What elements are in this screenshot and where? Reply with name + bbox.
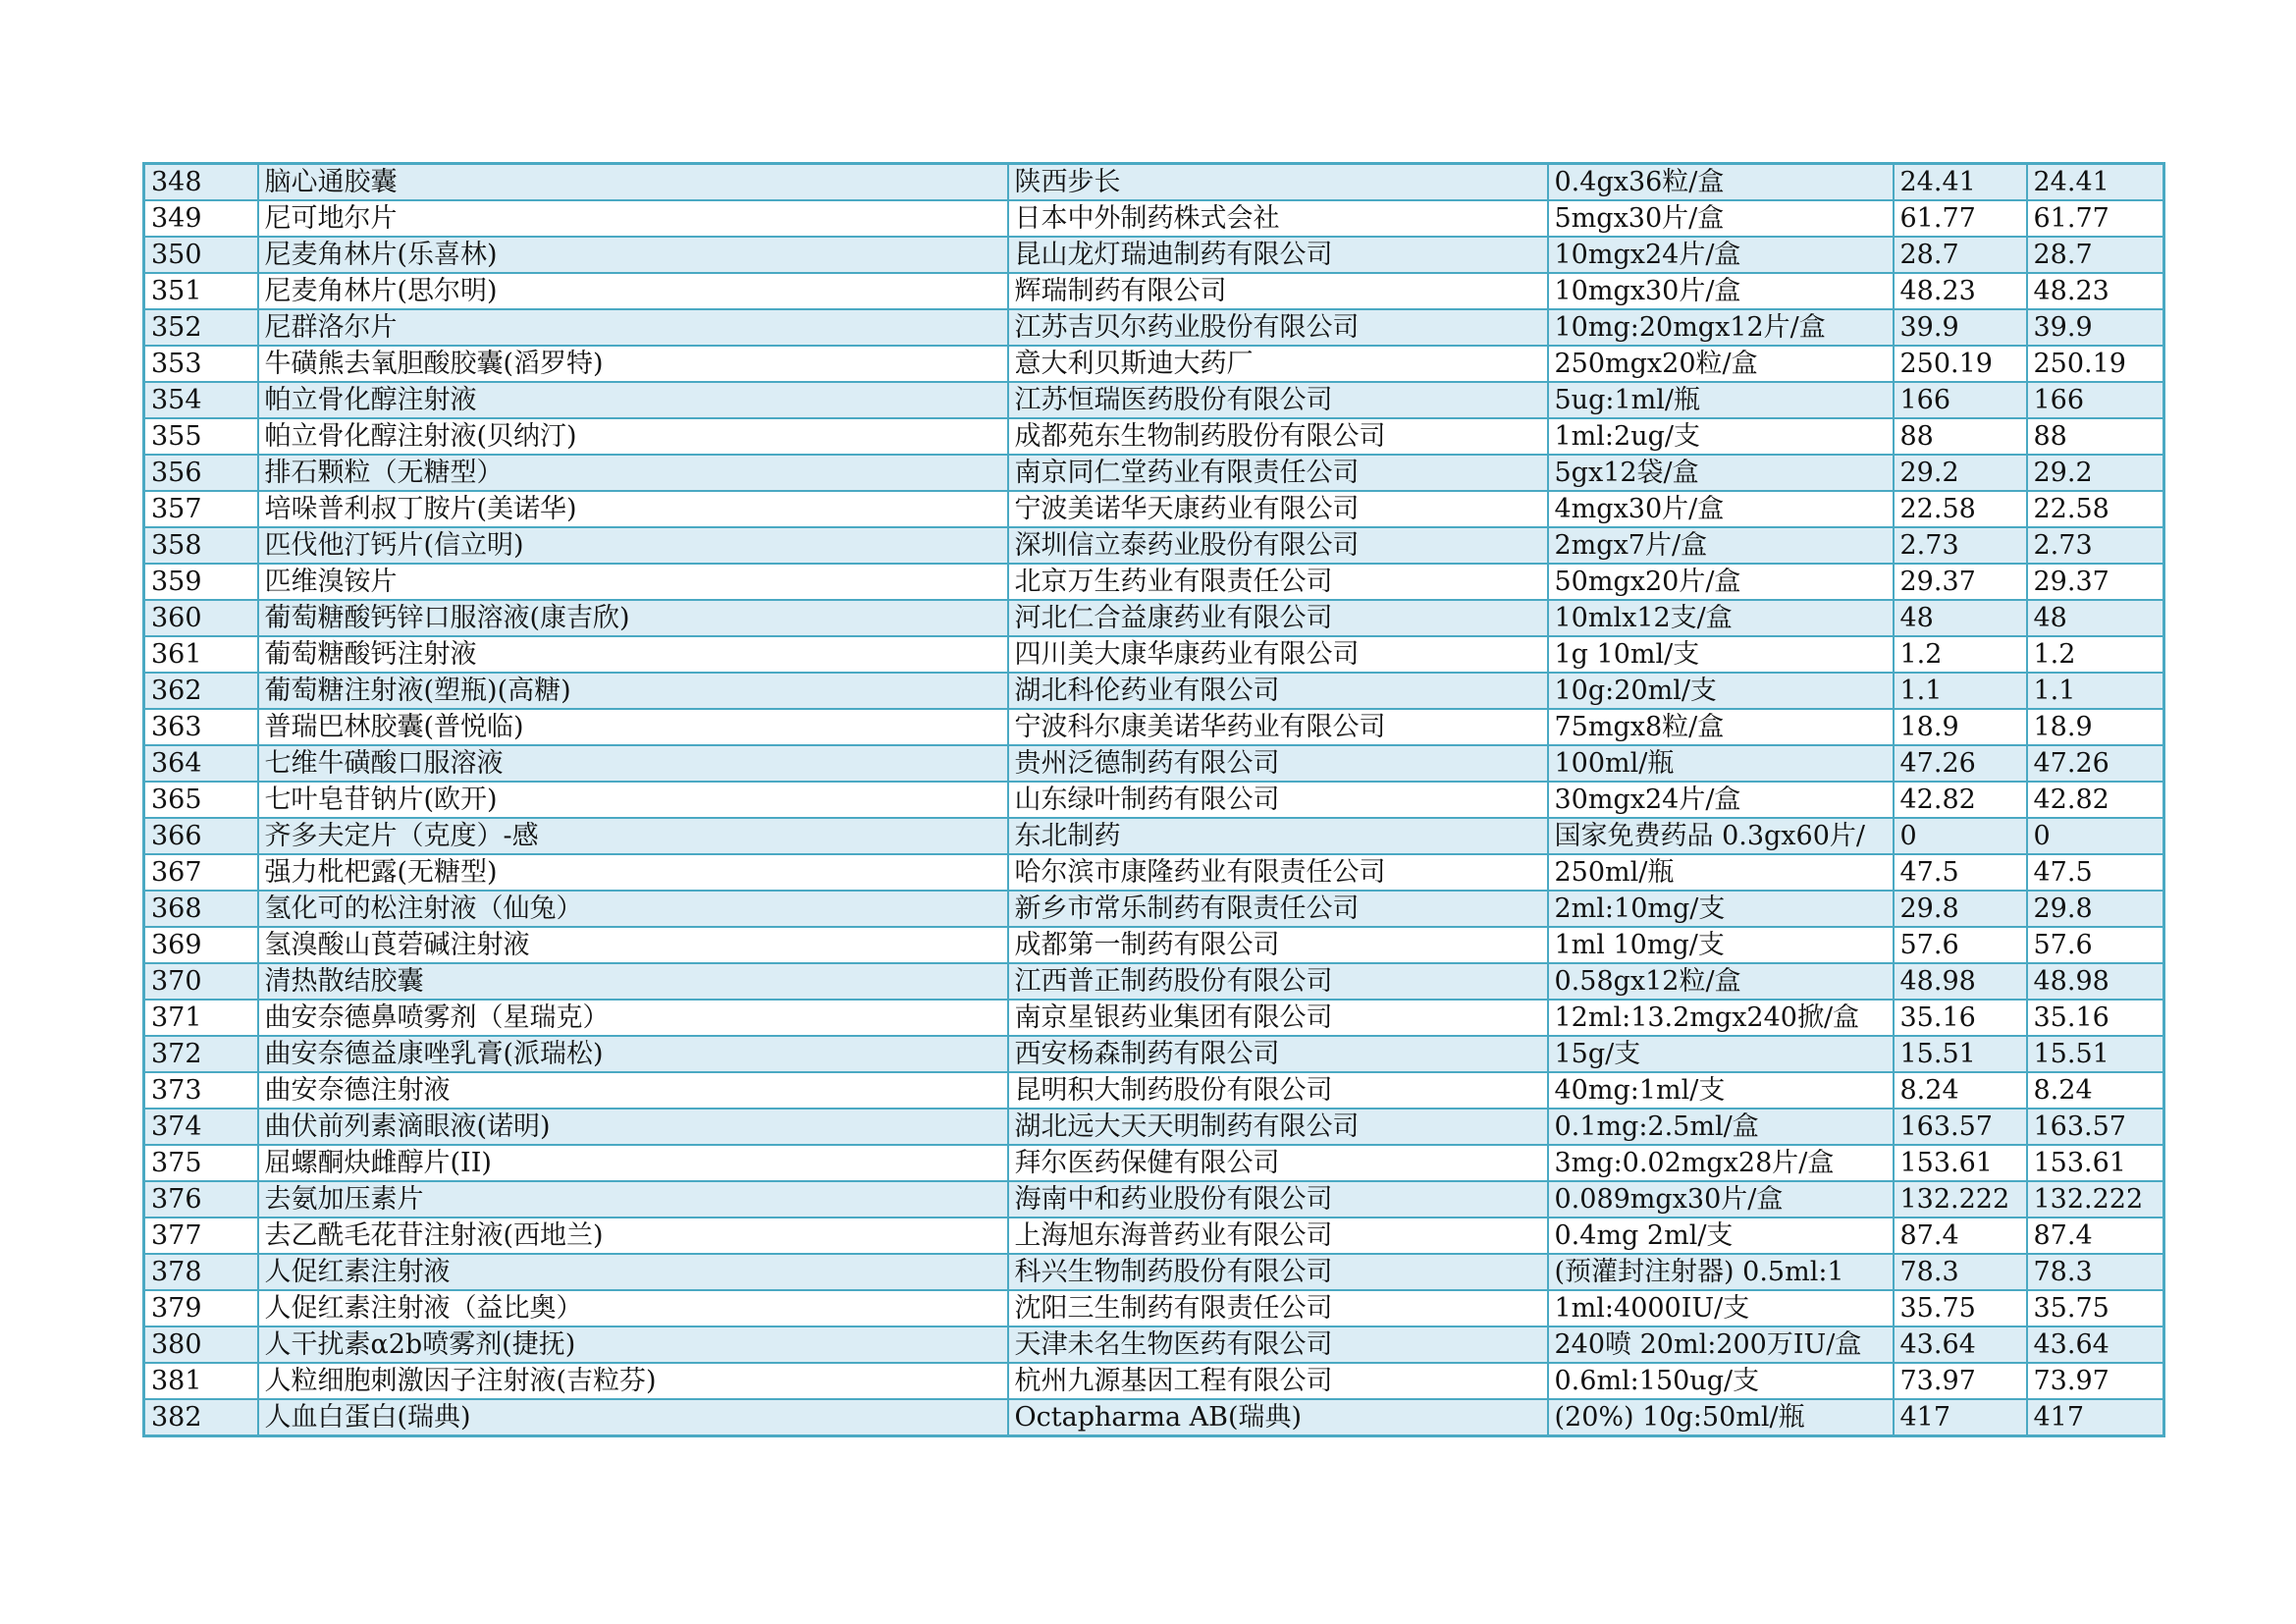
- table-row: [144, 200, 2164, 237]
- retail-price-cell: 250.19: [2027, 346, 2164, 382]
- retail-price-cell: 29.2: [2027, 455, 2164, 491]
- drug-name-cell: 清热散结胶囊: [258, 963, 1008, 1000]
- table-row: [144, 854, 2164, 891]
- specification-cell: 1g 10ml/支: [1548, 636, 1894, 673]
- retail-price-cell: 153.61: [2027, 1145, 2164, 1181]
- retail-price-cell: 73.97: [2027, 1363, 2164, 1399]
- specification-cell: (预灌封注射器) 0.5ml:1: [1548, 1254, 1894, 1290]
- table-body: [144, 164, 2164, 1436]
- retail-price-cell: 22.58: [2027, 491, 2164, 527]
- retail-price-cell: 35.16: [2027, 1000, 2164, 1036]
- row-number-cell: 348: [144, 164, 258, 201]
- specification-cell: 240喷 20ml:200万IU/盒: [1548, 1326, 1894, 1363]
- price-cell: 250.19: [1894, 346, 2027, 382]
- row-number-cell: 365: [144, 782, 258, 818]
- specification-cell: (20%) 10g:50ml/瓶: [1548, 1399, 1894, 1436]
- specification-cell: 3mg:0.02mgx28片/盒: [1548, 1145, 1894, 1181]
- price-cell: 24.41: [1894, 164, 2027, 201]
- row-number-cell: 362: [144, 673, 258, 709]
- retail-price-cell: 2.73: [2027, 527, 2164, 564]
- price-cell: 29.2: [1894, 455, 2027, 491]
- manufacturer-cell: 海南中和药业股份有限公司: [1008, 1181, 1548, 1218]
- row-number-cell: 375: [144, 1145, 258, 1181]
- drug-name-cell: 人血白蛋白(瑞典): [258, 1399, 1008, 1436]
- retail-price-cell: 61.77: [2027, 200, 2164, 237]
- drug-name-cell: 尼群洛尔片: [258, 309, 1008, 346]
- manufacturer-cell: 哈尔滨市康隆药业有限责任公司: [1008, 854, 1548, 891]
- retail-price-cell: 163.57: [2027, 1109, 2164, 1145]
- retail-price-cell: 8.24: [2027, 1072, 2164, 1109]
- table-row: [144, 891, 2164, 927]
- manufacturer-cell: 科兴生物制药股份有限公司: [1008, 1254, 1548, 1290]
- manufacturer-cell: 意大利贝斯迪大药厂: [1008, 346, 1548, 382]
- manufacturer-cell: 辉瑞制药有限公司: [1008, 273, 1548, 309]
- table-row: [144, 636, 2164, 673]
- specification-cell: 1ml 10mg/支: [1548, 927, 1894, 963]
- row-number-cell: 367: [144, 854, 258, 891]
- table-row: [144, 237, 2164, 273]
- specification-cell: 0.4mg 2ml/支: [1548, 1218, 1894, 1254]
- specification-cell: 4mgx30片/盒: [1548, 491, 1894, 527]
- price-cell: 61.77: [1894, 200, 2027, 237]
- specification-cell: 250ml/瓶: [1548, 854, 1894, 891]
- table-row: [144, 927, 2164, 963]
- price-cell: 35.16: [1894, 1000, 2027, 1036]
- row-number-cell: 378: [144, 1254, 258, 1290]
- manufacturer-cell: 杭州九源基因工程有限公司: [1008, 1363, 1548, 1399]
- manufacturer-cell: 上海旭东海普药业有限公司: [1008, 1218, 1548, 1254]
- manufacturer-cell: 湖北远大天天明制药有限公司: [1008, 1109, 1548, 1145]
- manufacturer-cell: 湖北科伦药业有限公司: [1008, 673, 1548, 709]
- drug-name-cell: 尼麦角林片(乐喜林): [258, 237, 1008, 273]
- drug-name-cell: 葡萄糖酸钙锌口服溶液(康吉欣): [258, 600, 1008, 636]
- specification-cell: 0.089mgx30片/盒: [1548, 1181, 1894, 1218]
- retail-price-cell: 15.51: [2027, 1036, 2164, 1072]
- retail-price-cell: 132.222: [2027, 1181, 2164, 1218]
- specification-cell: 2ml:10mg/支: [1548, 891, 1894, 927]
- drug-name-cell: 普瑞巴林胶囊(普悦临): [258, 709, 1008, 745]
- manufacturer-cell: 南京星银药业集团有限公司: [1008, 1000, 1548, 1036]
- row-number-cell: 349: [144, 200, 258, 237]
- table-row: [144, 382, 2164, 418]
- manufacturer-cell: 山东绿叶制药有限公司: [1008, 782, 1548, 818]
- retail-price-cell: 48.23: [2027, 273, 2164, 309]
- specification-cell: 5mgx30片/盒: [1548, 200, 1894, 237]
- row-number-cell: 372: [144, 1036, 258, 1072]
- row-number-cell: 381: [144, 1363, 258, 1399]
- specification-cell: 10g:20ml/支: [1548, 673, 1894, 709]
- price-cell: 8.24: [1894, 1072, 2027, 1109]
- retail-price-cell: 48: [2027, 600, 2164, 636]
- row-number-cell: 373: [144, 1072, 258, 1109]
- row-number-cell: 353: [144, 346, 258, 382]
- manufacturer-cell: Octapharma AB(瑞典): [1008, 1399, 1548, 1436]
- drug-name-cell: 人促红素注射液: [258, 1254, 1008, 1290]
- table-row: [144, 273, 2164, 309]
- table-row: [144, 1218, 2164, 1254]
- specification-cell: 0.58gx12粒/盒: [1548, 963, 1894, 1000]
- manufacturer-cell: 江苏恒瑞医药股份有限公司: [1008, 382, 1548, 418]
- retail-price-cell: 43.64: [2027, 1326, 2164, 1363]
- table-row: [144, 455, 2164, 491]
- drug-name-cell: 曲安奈德注射液: [258, 1072, 1008, 1109]
- table-row: [144, 1036, 2164, 1072]
- table-row: [144, 1000, 2164, 1036]
- table-row: [144, 1181, 2164, 1218]
- retail-price-cell: 417: [2027, 1399, 2164, 1436]
- price-cell: 1.2: [1894, 636, 2027, 673]
- row-number-cell: 371: [144, 1000, 258, 1036]
- row-number-cell: 364: [144, 745, 258, 782]
- specification-cell: 10mgx24片/盒: [1548, 237, 1894, 273]
- specification-cell: 0.4gx36粒/盒: [1548, 164, 1894, 201]
- manufacturer-cell: 成都第一制药有限公司: [1008, 927, 1548, 963]
- row-number-cell: 359: [144, 564, 258, 600]
- manufacturer-cell: 宁波美诺华天康药业有限公司: [1008, 491, 1548, 527]
- price-cell: 47.5: [1894, 854, 2027, 891]
- price-cell: 15.51: [1894, 1036, 2027, 1072]
- specification-cell: 15g/支: [1548, 1036, 1894, 1072]
- table-row: [144, 709, 2164, 745]
- manufacturer-cell: 东北制药: [1008, 818, 1548, 854]
- price-cell: 39.9: [1894, 309, 2027, 346]
- drug-name-cell: 帕立骨化醇注射液: [258, 382, 1008, 418]
- table-row: [144, 1363, 2164, 1399]
- price-cell: 88: [1894, 418, 2027, 455]
- row-number-cell: 374: [144, 1109, 258, 1145]
- table-row: [144, 1072, 2164, 1109]
- drug-name-cell: 牛磺熊去氧胆酸胶囊(滔罗特): [258, 346, 1008, 382]
- drug-name-cell: 尼可地尔片: [258, 200, 1008, 237]
- price-cell: 22.58: [1894, 491, 2027, 527]
- specification-cell: 2mgx7片/盒: [1548, 527, 1894, 564]
- row-number-cell: 368: [144, 891, 258, 927]
- specification-cell: 75mgx8粒/盒: [1548, 709, 1894, 745]
- specification-cell: 10mlx12支/盒: [1548, 600, 1894, 636]
- drug-name-cell: 人粒细胞刺激因子注射液(吉粒芬): [258, 1363, 1008, 1399]
- drug-name-cell: 帕立骨化醇注射液(贝纳汀): [258, 418, 1008, 455]
- drug-name-cell: 曲安奈德益康唑乳膏(派瑞松): [258, 1036, 1008, 1072]
- row-number-cell: 357: [144, 491, 258, 527]
- drug-name-cell: 曲安奈德鼻喷雾剂（星瑞克）: [258, 1000, 1008, 1036]
- manufacturer-cell: 成都苑东生物制药股份有限公司: [1008, 418, 1548, 455]
- specification-cell: 12ml:13.2mgx240掀/盒: [1548, 1000, 1894, 1036]
- table-row: [144, 673, 2164, 709]
- retail-price-cell: 0: [2027, 818, 2164, 854]
- drug-name-cell: 匹伐他汀钙片(信立明): [258, 527, 1008, 564]
- price-cell: 42.82: [1894, 782, 2027, 818]
- table-row: [144, 600, 2164, 636]
- price-cell: 18.9: [1894, 709, 2027, 745]
- table-row: [144, 1290, 2164, 1326]
- row-number-cell: 356: [144, 455, 258, 491]
- price-cell: 2.73: [1894, 527, 2027, 564]
- manufacturer-cell: 江西普正制药股份有限公司: [1008, 963, 1548, 1000]
- manufacturer-cell: 江苏吉贝尔药业股份有限公司: [1008, 309, 1548, 346]
- price-cell: 29.37: [1894, 564, 2027, 600]
- retail-price-cell: 166: [2027, 382, 2164, 418]
- specification-cell: 30mgx24片/盒: [1548, 782, 1894, 818]
- specification-cell: 1ml:4000IU/支: [1548, 1290, 1894, 1326]
- row-number-cell: 369: [144, 927, 258, 963]
- drug-price-table: [142, 162, 2165, 1437]
- manufacturer-cell: 宁波科尔康美诺华药业有限公司: [1008, 709, 1548, 745]
- row-number-cell: 354: [144, 382, 258, 418]
- specification-cell: 0.1mg:2.5ml/盒: [1548, 1109, 1894, 1145]
- row-number-cell: 380: [144, 1326, 258, 1363]
- table-row: [144, 527, 2164, 564]
- manufacturer-cell: 西安杨森制药有限公司: [1008, 1036, 1548, 1072]
- price-cell: 417: [1894, 1399, 2027, 1436]
- drug-name-cell: 脑心通胶囊: [258, 164, 1008, 201]
- row-number-cell: 363: [144, 709, 258, 745]
- retail-price-cell: 48.98: [2027, 963, 2164, 1000]
- price-cell: 163.57: [1894, 1109, 2027, 1145]
- drug-name-cell: 强力枇杷露(无糖型): [258, 854, 1008, 891]
- price-cell: 28.7: [1894, 237, 2027, 273]
- retail-price-cell: 57.6: [2027, 927, 2164, 963]
- specification-cell: 5gx12袋/盒: [1548, 455, 1894, 491]
- retail-price-cell: 35.75: [2027, 1290, 2164, 1326]
- manufacturer-cell: 日本中外制药株式会社: [1008, 200, 1548, 237]
- manufacturer-cell: 拜尔医药保健有限公司: [1008, 1145, 1548, 1181]
- retail-price-cell: 18.9: [2027, 709, 2164, 745]
- price-cell: 48.98: [1894, 963, 2027, 1000]
- retail-price-cell: 42.82: [2027, 782, 2164, 818]
- table-row: [144, 1399, 2164, 1436]
- row-number-cell: 382: [144, 1399, 258, 1436]
- row-number-cell: 377: [144, 1218, 258, 1254]
- retail-price-cell: 29.8: [2027, 891, 2164, 927]
- table-row: [144, 818, 2164, 854]
- specification-cell: 5ug:1ml/瓶: [1548, 382, 1894, 418]
- row-number-cell: 352: [144, 309, 258, 346]
- manufacturer-cell: 昆山龙灯瑞迪制药有限公司: [1008, 237, 1548, 273]
- price-cell: 47.26: [1894, 745, 2027, 782]
- retail-price-cell: 88: [2027, 418, 2164, 455]
- row-number-cell: 379: [144, 1290, 258, 1326]
- drug-name-cell: 葡萄糖酸钙注射液: [258, 636, 1008, 673]
- table-row: [144, 1326, 2164, 1363]
- manufacturer-cell: 新乡市常乐制药有限责任公司: [1008, 891, 1548, 927]
- row-number-cell: 360: [144, 600, 258, 636]
- table-row: [144, 309, 2164, 346]
- price-cell: 132.222: [1894, 1181, 2027, 1218]
- price-cell: 166: [1894, 382, 2027, 418]
- drug-name-cell: 去乙酰毛花苷注射液(西地兰): [258, 1218, 1008, 1254]
- retail-price-cell: 24.41: [2027, 164, 2164, 201]
- price-cell: 57.6: [1894, 927, 2027, 963]
- table-row: [144, 1254, 2164, 1290]
- drug-name-cell: 去氨加压素片: [258, 1181, 1008, 1218]
- drug-name-cell: 尼麦角林片(思尔明): [258, 273, 1008, 309]
- price-cell: 48.23: [1894, 273, 2027, 309]
- table-row: [144, 782, 2164, 818]
- retail-price-cell: 1.2: [2027, 636, 2164, 673]
- row-number-cell: 361: [144, 636, 258, 673]
- retail-price-cell: 39.9: [2027, 309, 2164, 346]
- specification-cell: 50mgx20片/盒: [1548, 564, 1894, 600]
- price-cell: 43.64: [1894, 1326, 2027, 1363]
- retail-price-cell: 47.5: [2027, 854, 2164, 891]
- manufacturer-cell: 四川美大康华康药业有限公司: [1008, 636, 1548, 673]
- price-cell: 73.97: [1894, 1363, 2027, 1399]
- drug-name-cell: 氢化可的松注射液（仙兔）: [258, 891, 1008, 927]
- manufacturer-cell: 南京同仁堂药业有限责任公司: [1008, 455, 1548, 491]
- price-cell: 35.75: [1894, 1290, 2027, 1326]
- price-cell: 87.4: [1894, 1218, 2027, 1254]
- table-row: [144, 418, 2164, 455]
- price-cell: 1.1: [1894, 673, 2027, 709]
- drug-name-cell: 氢溴酸山莨菪碱注射液: [258, 927, 1008, 963]
- manufacturer-cell: 沈阳三生制药有限责任公司: [1008, 1290, 1548, 1326]
- price-cell: 78.3: [1894, 1254, 2027, 1290]
- price-cell: 153.61: [1894, 1145, 2027, 1181]
- table-row: [144, 164, 2164, 201]
- price-cell: 29.8: [1894, 891, 2027, 927]
- price-cell: 48: [1894, 600, 2027, 636]
- drug-name-cell: 曲伏前列素滴眼液(诺明): [258, 1109, 1008, 1145]
- specification-cell: 1ml:2ug/支: [1548, 418, 1894, 455]
- manufacturer-cell: 天津未名生物医药有限公司: [1008, 1326, 1548, 1363]
- manufacturer-cell: 贵州泛德制药有限公司: [1008, 745, 1548, 782]
- drug-name-cell: 齐多夫定片（克度）-感: [258, 818, 1008, 854]
- drug-name-cell: 培哚普利叔丁胺片(美诺华): [258, 491, 1008, 527]
- drug-name-cell: 葡萄糖注射液(塑瓶)(高糖): [258, 673, 1008, 709]
- specification-cell: 10mg:20mgx12片/盒: [1548, 309, 1894, 346]
- row-number-cell: 358: [144, 527, 258, 564]
- row-number-cell: 366: [144, 818, 258, 854]
- table-row: [144, 491, 2164, 527]
- specification-cell: 40mg:1ml/支: [1548, 1072, 1894, 1109]
- retail-price-cell: 29.37: [2027, 564, 2164, 600]
- manufacturer-cell: 陕西步长: [1008, 164, 1548, 201]
- drug-name-cell: 七叶皂苷钠片(欧开): [258, 782, 1008, 818]
- drug-name-cell: 屈螺酮炔雌醇片(II): [258, 1145, 1008, 1181]
- manufacturer-cell: 河北仁合益康药业有限公司: [1008, 600, 1548, 636]
- retail-price-cell: 87.4: [2027, 1218, 2164, 1254]
- table-row: [144, 564, 2164, 600]
- table-row: [144, 346, 2164, 382]
- drug-name-cell: 匹维溴铵片: [258, 564, 1008, 600]
- specification-cell: 0.6ml:150ug/支: [1548, 1363, 1894, 1399]
- drug-name-cell: 人干扰素α2b喷雾剂(捷抚): [258, 1326, 1008, 1363]
- row-number-cell: 370: [144, 963, 258, 1000]
- row-number-cell: 350: [144, 237, 258, 273]
- table-row: [144, 963, 2164, 1000]
- row-number-cell: 355: [144, 418, 258, 455]
- drug-name-cell: 排石颗粒（无糖型）: [258, 455, 1008, 491]
- manufacturer-cell: 北京万生药业有限责任公司: [1008, 564, 1548, 600]
- manufacturer-cell: 深圳信立泰药业股份有限公司: [1008, 527, 1548, 564]
- drug-name-cell: 七维牛磺酸口服溶液: [258, 745, 1008, 782]
- row-number-cell: 351: [144, 273, 258, 309]
- table-row: [144, 1109, 2164, 1145]
- specification-cell: 100ml/瓶: [1548, 745, 1894, 782]
- manufacturer-cell: 昆明积大制药股份有限公司: [1008, 1072, 1548, 1109]
- row-number-cell: 376: [144, 1181, 258, 1218]
- specification-cell: 250mgx20粒/盒: [1548, 346, 1894, 382]
- retail-price-cell: 78.3: [2027, 1254, 2164, 1290]
- retail-price-cell: 47.26: [2027, 745, 2164, 782]
- table-row: [144, 745, 2164, 782]
- retail-price-cell: 1.1: [2027, 673, 2164, 709]
- table-row: [144, 1145, 2164, 1181]
- retail-price-cell: 28.7: [2027, 237, 2164, 273]
- specification-cell: 10mgx30片/盒: [1548, 273, 1894, 309]
- specification-cell: 国家免费药品 0.3gx60片/: [1548, 818, 1894, 854]
- drug-name-cell: 人促红素注射液（益比奥）: [258, 1290, 1008, 1326]
- price-cell: 0: [1894, 818, 2027, 854]
